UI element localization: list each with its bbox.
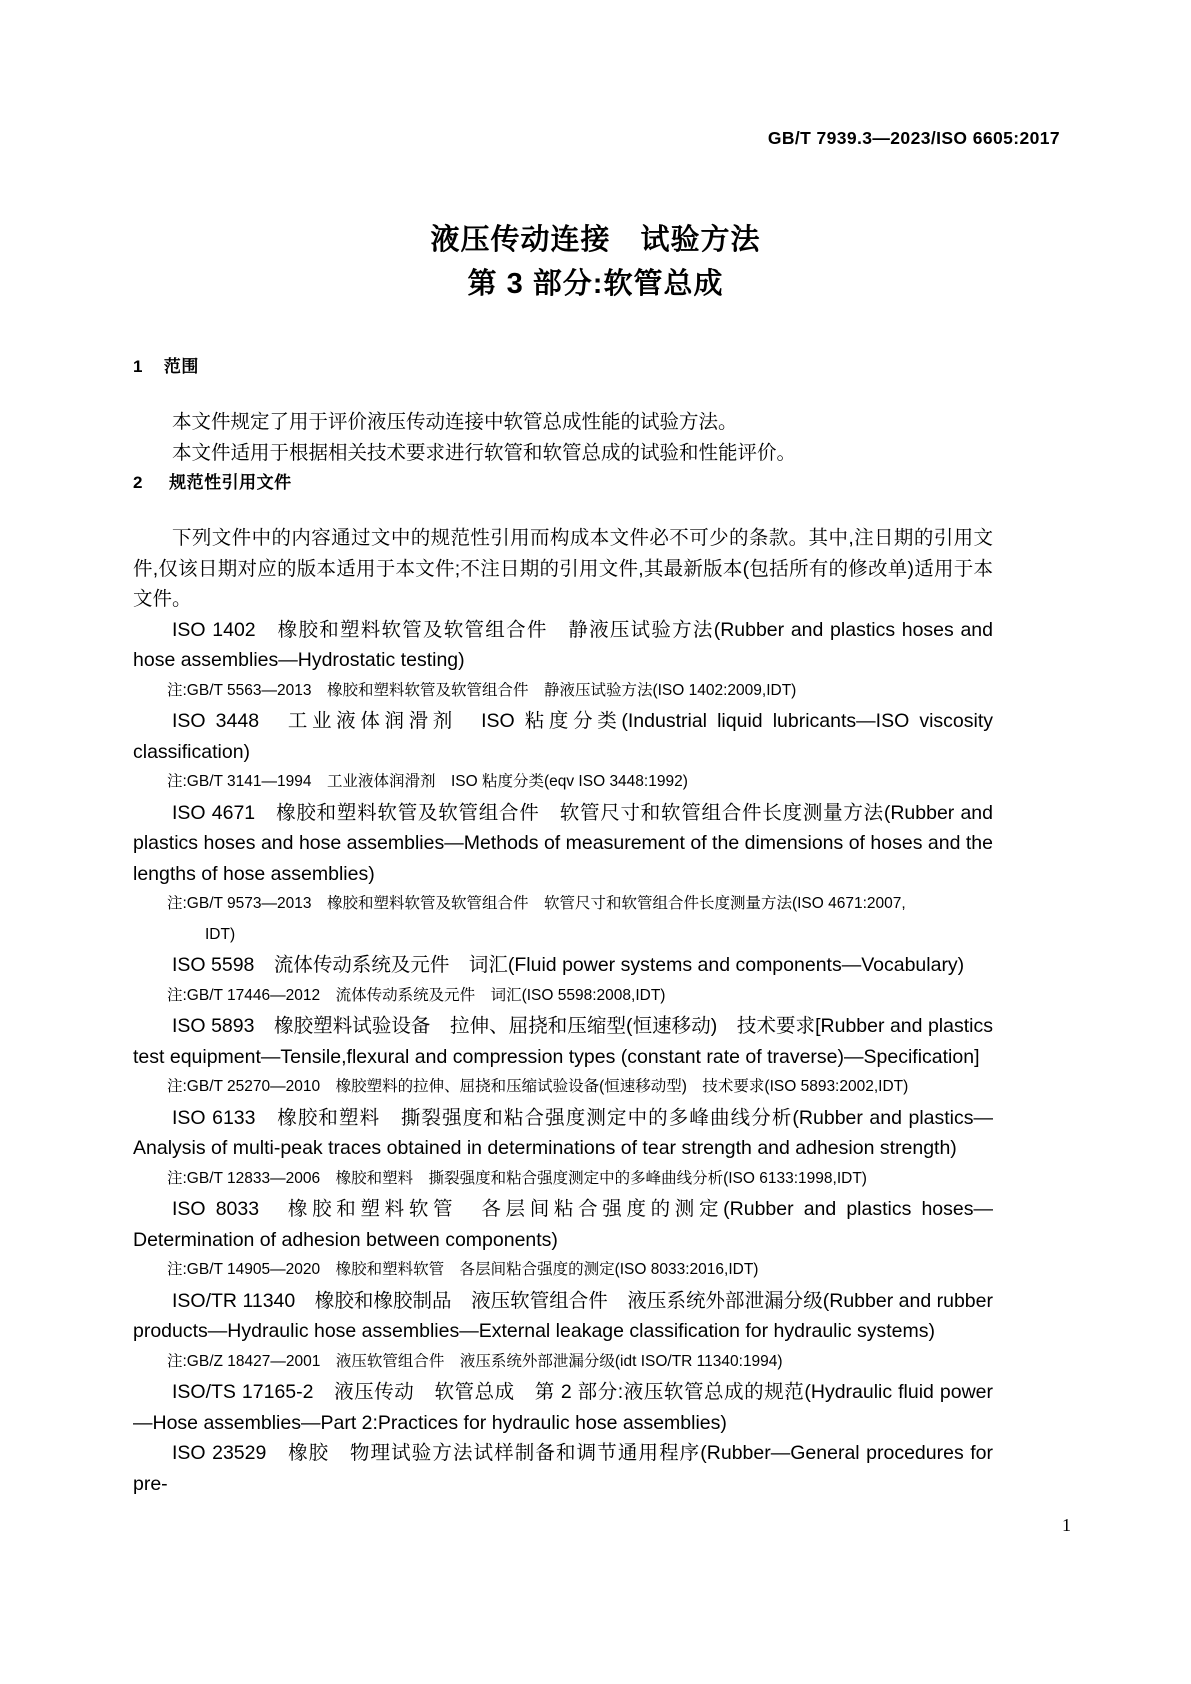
document-body xyxy=(133,352,993,1499)
reference-entry xyxy=(133,1438,993,1499)
scope-paragraph-2: 本文件适用于根据相关技术要求进行软管和软管总成的试验和性能评价。 xyxy=(172,441,797,464)
reference-entry xyxy=(133,1286,993,1378)
normative-reference-list xyxy=(133,615,993,1500)
reference-note: 注:GB/Z 18427—2001 液压软管组合件 液压系统外部泄漏分级(idt ISO/TR 11340:1994) xyxy=(167,1352,783,1370)
reference-entry xyxy=(133,615,993,707)
reference-note: 注:GB/T 14905—2020 橡胶和塑料软管 各层间粘合强度的测定(ISO 8033:2016,IDT) xyxy=(167,1261,759,1278)
reference-note-continuation: IDT) xyxy=(205,925,236,943)
reference-text: ISO/TS 17165-2 液压传动 软管总成 第 2 部分:液压软管总成的规范(Hydraulic fluid power—Hose assemblies—Part 2:Practices for hydraulic hose assemblies) xyxy=(133,1381,993,1434)
reference-note: 注:GB/T 12833—2006 橡胶和塑料 撕裂强度和粘合强度测定中的多峰曲线分析(ISO 6133:1998,IDT) xyxy=(167,1169,867,1187)
reference-text: ISO 1402 橡胶和塑料软管及软管组合件 静液压试验方法(Rubber and plastics hoses and hose assemblies—Hydrostatic testing) xyxy=(133,618,993,671)
reference-text: ISO/TR 11340 橡胶和橡胶制品 液压软管组合件 液压系统外部泄漏分级(Rubber and rubber products—Hydraulic hose assemblies—External leakage classification for hydraulic systems) xyxy=(133,1289,993,1342)
reference-note: 注:GB/T 25270—2010 橡胶塑料的拉伸、屈挠和压缩试验设备(恒速移动型) 技术要求(ISO 5893:2002,IDT) xyxy=(167,1078,909,1095)
reference-entry xyxy=(133,1011,993,1103)
reference-text: ISO 23529 橡胶 物理试验方法试样制备和调节通用程序(Rubber—General procedures for pre- xyxy=(133,1442,993,1495)
page-number: 1 xyxy=(1062,1515,1071,1535)
running-header-standard-number: GB/T 7939.3—2023/ISO 6605:2017 xyxy=(767,128,1060,148)
reference-note: 注:GB/T 17446—2012 流体传动系统及元件 词汇(ISO 5598:2008,IDT) xyxy=(167,986,666,1004)
reference-entry xyxy=(133,798,993,951)
clause-number-2: 2 xyxy=(133,473,143,492)
reference-entry xyxy=(133,1103,993,1195)
reference-text: ISO 5893 橡胶塑料试验设备 拉伸、屈挠和压缩型(恒速移动) 技术要求[Rubber and plastics test equipment—Tensile,flexural and compression types (constant rate of traverse)—Specification] xyxy=(133,1015,993,1068)
reference-entry xyxy=(133,706,993,798)
scope-paragraph-1: 本文件规定了用于评价液压传动连接中软管总成性能的试验方法。 xyxy=(172,411,738,433)
reference-text: ISO 3448 工业液体润滑剂 ISO 粘度分类(Industrial liquid lubricants—ISO viscosity classification) xyxy=(133,710,993,763)
clause-title-2: 规范性引用文件 xyxy=(169,473,292,492)
clause-number-1: 1 xyxy=(133,357,143,376)
reference-entry xyxy=(133,1377,993,1438)
reference-note: 注:GB/T 9573—2013 橡胶和塑料软管及软管组合件 软管尺寸和软管组合件长度测量方法(ISO 4671:2007, xyxy=(167,895,906,912)
reference-text: ISO 8033 橡胶和塑料软管 各层间粘合强度的测定(Rubber and plastics hoses—Determination of adhesion between components) xyxy=(133,1198,993,1251)
document-title-block xyxy=(0,218,1191,306)
reference-text: ISO 4671 橡胶和塑料软管及软管组合件 软管尺寸和软管组合件长度测量方法(Rubber and plastics hoses and hose assemblies—Methods of measurement of the dimensions of hoses and the lengths of hose assemblies) xyxy=(133,801,993,885)
scope-paragraphs xyxy=(133,407,993,468)
reference-text: ISO 6133 橡胶和塑料 撕裂强度和粘合强度测定中的多峰曲线分析(Rubber and plastics—Analysis of multi-peak traces obtained in determinations of tear strength and adhesion strength) xyxy=(133,1106,993,1159)
reference-text: ISO 5598 流体传动系统及元件 词汇(Fluid power systems and components—Vocabulary) xyxy=(172,954,965,976)
reference-entry xyxy=(133,950,993,1011)
reference-entry xyxy=(133,1194,993,1286)
clause-heading-normative-references xyxy=(133,468,993,493)
clause-heading-scope xyxy=(133,352,993,377)
document-title-line-1: 液压传动连接 试验方法 xyxy=(430,224,761,256)
reference-note: 注:GB/T 3141—1994 工业液体润滑剂 ISO 粘度分类(eqv ISO 3448:1992) xyxy=(167,773,688,790)
reference-note: 注:GB/T 5563—2013 橡胶和塑料软管及软管组合件 静液压试验方法(ISO 1402:2009,IDT) xyxy=(167,681,797,699)
clause-title-1: 范围 xyxy=(163,357,199,376)
document-title-line-2: 第 3 部分:软管总成 xyxy=(467,268,724,300)
normative-intro xyxy=(133,523,993,615)
normative-intro-paragraph: 下列文件中的内容通过文中的规范性引用而构成本文件必不可少的条款。其中,注日期的引用文件,仅该日期对应的版本适用于本文件;不注日期的引用文件,其最新版本(包括所有的修改单)适用于本文件。 xyxy=(133,527,993,610)
